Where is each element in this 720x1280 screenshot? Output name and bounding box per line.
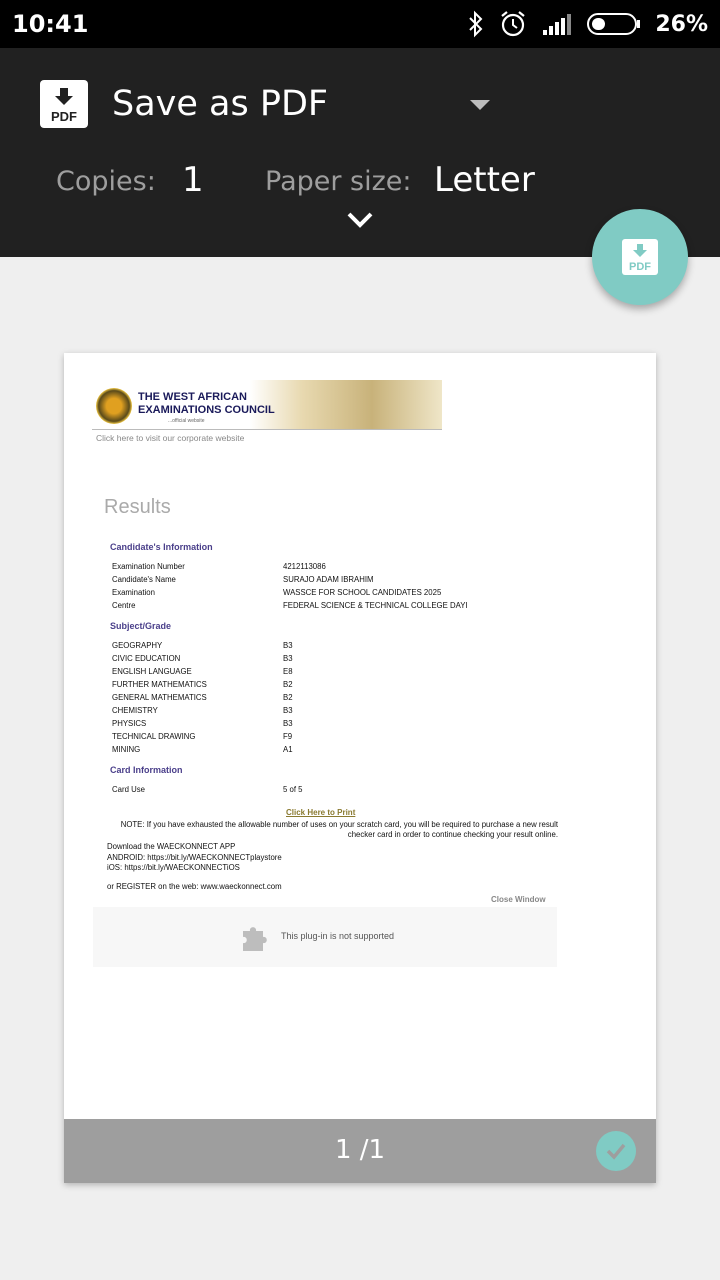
row-value: 5 of 5 — [283, 785, 303, 794]
dropdown-arrow-icon[interactable] — [470, 100, 490, 110]
page-footer — [64, 1119, 656, 1183]
page-preview[interactable] — [64, 353, 656, 1183]
row-value: B2 — [283, 693, 293, 702]
paper-size-label: Paper size: — [265, 166, 412, 197]
row-key: GENERAL MATHEMATICS — [112, 693, 207, 702]
row-value: SURAJO ADAM IBRAHIM — [283, 575, 374, 584]
chevron-down-icon[interactable] — [345, 210, 375, 230]
status-bar — [0, 0, 720, 48]
check-icon — [603, 1138, 629, 1164]
row-key: Centre — [112, 601, 136, 610]
row-value: B2 — [283, 680, 293, 689]
bluetooth-icon — [467, 10, 485, 38]
signal-icon — [541, 12, 573, 36]
row-value: B3 — [283, 719, 293, 728]
corporate-website-link[interactable]: Click here to visit our corporate website — [96, 433, 245, 443]
row-value: B3 — [283, 706, 293, 715]
row-value: FEDERAL SCIENCE & TECHNICAL COLLEGE DAYI — [283, 601, 468, 610]
row-value: B3 — [283, 641, 293, 650]
app-android-line: ANDROID: https://bit.ly/WAECKONNECTplaystore — [107, 853, 282, 862]
row-key: MINING — [112, 745, 141, 754]
row-key: CHEMISTRY — [112, 706, 158, 715]
row-key: Card Use — [112, 785, 145, 794]
row-key: Examination Number — [112, 562, 185, 571]
row-key: ENGLISH LANGUAGE — [112, 667, 192, 676]
page-indicator: 1 /1 — [334, 1135, 386, 1165]
row-key: GEOGRAPHY — [112, 641, 163, 650]
battery-icon — [587, 12, 641, 36]
waec-banner[interactable] — [92, 380, 442, 430]
status-icons — [467, 8, 708, 40]
print-link[interactable]: Click Here to Print — [286, 808, 356, 817]
row-value: E8 — [283, 667, 293, 676]
subject-grade-heading: Subject/Grade — [110, 621, 172, 631]
card-info-heading: Card Information — [110, 765, 183, 775]
battery-percent: 26% — [655, 11, 708, 37]
register-line: or REGISTER on the web: www.waeckonnect.com — [107, 882, 282, 891]
row-key: Examination — [112, 588, 155, 597]
app-download-line: Download the WAECKONNECT APP — [107, 842, 236, 851]
row-key: Candidate's Name — [112, 575, 176, 584]
row-value: 4212113086 — [283, 562, 326, 571]
row-key: PHYSICS — [112, 719, 147, 728]
copies-input[interactable]: 1 — [182, 160, 204, 200]
page-select-checkbox[interactable] — [596, 1131, 636, 1171]
copies-label: Copies: — [56, 166, 156, 197]
app-ios-line: iOS: https://bit.ly/WAECKONNECTiOS — [107, 863, 240, 872]
status-time: 10:41 — [12, 10, 89, 38]
results-title: Results — [104, 496, 171, 518]
pdf-destination-icon — [40, 80, 88, 128]
row-value: WASSCE FOR SCHOOL CANDIDATES 2025 — [283, 588, 442, 597]
destination-select[interactable]: Save as PDF — [112, 84, 329, 124]
save-pdf-button[interactable] — [592, 209, 688, 305]
row-value: B3 — [283, 654, 293, 663]
close-window-link[interactable]: Close Window — [491, 895, 546, 904]
alarm-icon — [499, 10, 527, 38]
candidate-info-heading: Candidate's Information — [110, 542, 213, 552]
plugin-unsupported-text: This plug-in is not supported — [281, 931, 395, 941]
row-key: CIVIC EDUCATION — [112, 654, 181, 663]
plugin-placeholder — [93, 907, 557, 967]
pdf-download-icon — [621, 238, 659, 276]
banner-tagline: ...official website — [168, 418, 205, 424]
row-value: F9 — [283, 732, 293, 741]
banner-org-name: THE WEST AFRICAN EXAMINATIONS COUNCIL — [138, 391, 275, 416]
svg-text:PDF: PDF — [51, 109, 77, 124]
row-key: TECHNICAL DRAWING — [112, 732, 196, 741]
svg-text:PDF: PDF — [629, 261, 651, 273]
note-text: NOTE: If you have exhausted the allowable number of uses on your scratch card, you will be required to purchase a new result checker card in order to continue checking your result online. — [120, 820, 558, 839]
puzzle-piece-icon — [239, 921, 271, 953]
row-value: A1 — [283, 745, 293, 754]
row-key: FURTHER MATHEMATICS — [112, 680, 207, 689]
waec-logo — [96, 388, 132, 424]
paper-size-select[interactable]: Letter — [434, 160, 535, 200]
